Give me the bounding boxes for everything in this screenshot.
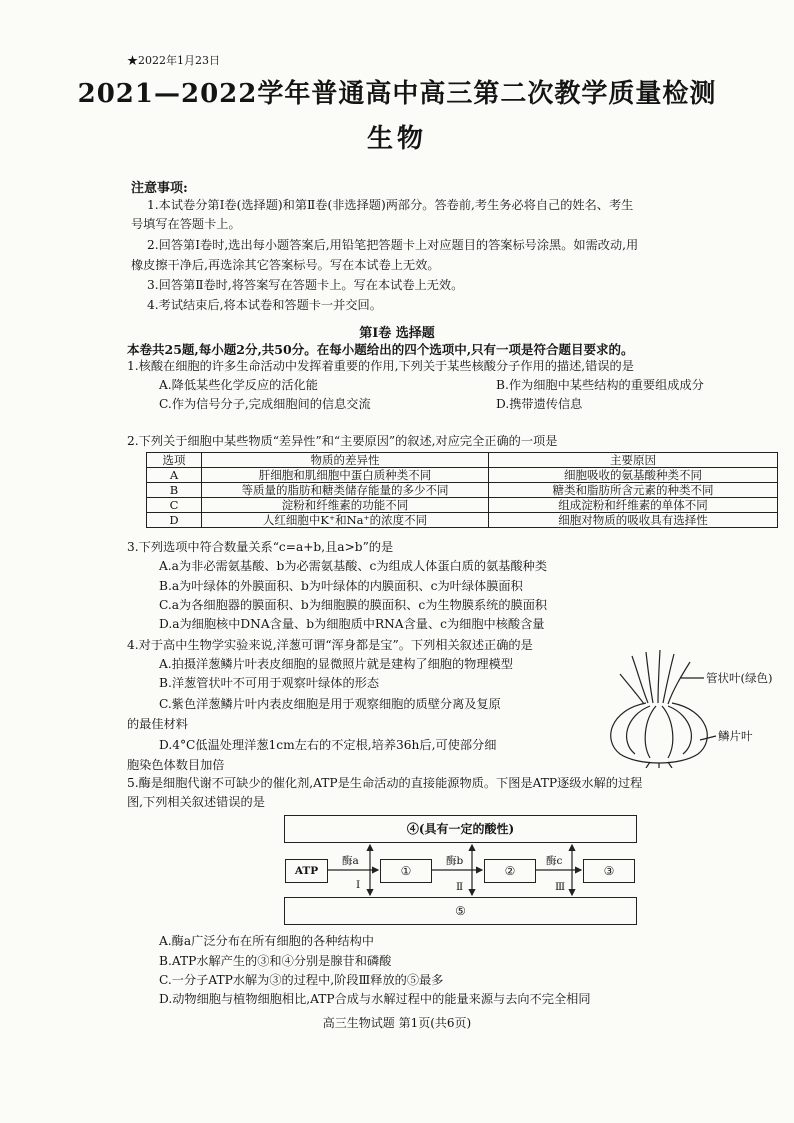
q4-option-c: C.紫色洋葱鳞片叶内表皮细胞是用于观察细胞的质壁分离及复原 bbox=[159, 697, 501, 711]
page-footer: 高三生物试题 第1页(共6页) bbox=[322, 1016, 472, 1030]
section-intro: 本卷共25题,每小题2分,共50分。在每小题给出的四个选项中,只有一项是符合题目要求的。 bbox=[127, 342, 634, 357]
table-cell: D bbox=[147, 513, 202, 528]
q4-option-d: D.4°C低温处理洋葱1cm左右的不定根,培养36h后,可使部分细 bbox=[159, 738, 497, 752]
stage-1-label: Ⅰ bbox=[356, 879, 361, 891]
notice-line: 2.回答第Ⅰ卷时,选出每小题答案后,用铅笔把答题卡上对应题目的答案标号涂黑。如需改动,用 bbox=[147, 238, 639, 252]
q5-option-d: D.动物细胞与植物细胞相比,ATP合成与水解过程中的能量来源与去向不完全相同 bbox=[159, 992, 591, 1006]
q3-stem: 3.下列选项中符合数量关系“c=a+b,且a>b”的是 bbox=[127, 540, 394, 554]
table-cell: 糖类和脂肪所含元素的种类不同 bbox=[489, 483, 778, 498]
enzyme-b-label: 酶b bbox=[446, 855, 464, 867]
notice-line: 橡皮擦干净后,再选涂其它答案标号。写在本试卷上无效。 bbox=[131, 258, 440, 272]
q1-option-b: B.作为细胞中某些结构的重要组成成分 bbox=[496, 378, 704, 392]
q4-option-c-cont: 的最佳材料 bbox=[127, 717, 188, 731]
q3-option-a: A.a为非必需氨基酸、b为必需氨基酸、c为组成人体蛋白质的氨基酸种类 bbox=[159, 559, 548, 573]
q5-option-a: A.酶a广泛分布在所有细胞的各种结构中 bbox=[159, 934, 374, 948]
q5-option-c: C.一分子ATP水解为③的过程中,阶段Ⅲ释放的⑤最多 bbox=[159, 973, 444, 987]
onion-drawing bbox=[611, 650, 716, 768]
diagram-arrows bbox=[284, 815, 638, 927]
table-cell: 组成淀粉和纤维素的单体不同 bbox=[489, 498, 778, 513]
enzyme-c-label: 酶c bbox=[546, 855, 563, 867]
notice-line: 1.本试卷分第Ⅰ卷(选择题)和第Ⅱ卷(非选择题)两部分。答卷前,考生务必将自己的姓名、考生 bbox=[147, 198, 634, 212]
energy-box: ⑤ bbox=[284, 897, 637, 925]
tube-leaf bbox=[620, 674, 644, 704]
tube-leaf bbox=[663, 654, 674, 703]
atp-hydrolysis-diagram bbox=[284, 815, 638, 927]
notice-heading: 注意事项: bbox=[131, 181, 188, 196]
tube-leaf bbox=[668, 662, 690, 704]
onion-illustration bbox=[580, 648, 790, 768]
q5-option-b: B.ATP水解产生的③和④分别是腺苷和磷酸 bbox=[159, 954, 392, 968]
bulb-outline bbox=[611, 703, 708, 763]
table-row bbox=[147, 483, 778, 498]
exam-date: ★2022年1月23日 bbox=[127, 54, 220, 67]
table-header: 主要原因 bbox=[489, 453, 778, 468]
subject-title: 生物 bbox=[366, 124, 427, 154]
table-cell: C bbox=[147, 498, 202, 513]
notice-line: 号填写在答题卡上。 bbox=[131, 217, 241, 231]
tube-leaf bbox=[632, 656, 648, 703]
table-row bbox=[147, 468, 778, 483]
q1-option-d: D.携带遗传信息 bbox=[496, 397, 583, 411]
table-header-row bbox=[147, 453, 778, 468]
leader-line bbox=[700, 736, 716, 740]
table-cell: 细胞对物质的吸收具有选择性 bbox=[489, 513, 778, 528]
notice-line: 4.考试结束后,将本试卷和答题卡一并交回。 bbox=[147, 298, 382, 312]
table-cell: 淀粉和纤维素的功能不同 bbox=[202, 498, 489, 513]
table-cell: 细胞吸收的氨基酸种类不同 bbox=[489, 468, 778, 483]
table-row bbox=[147, 513, 778, 528]
q4-stem: 4.对于高中生物学实验来说,洋葱可谓“浑身都是宝”。下列相关叙述正确的是 bbox=[127, 638, 533, 652]
enzyme-a-label: 酶a bbox=[342, 855, 359, 867]
table-cell: B bbox=[147, 483, 202, 498]
q4-option-b: B.洋葱管状叶不可用于观察叶绿体的形态 bbox=[159, 676, 380, 690]
bulb-layer bbox=[662, 706, 673, 758]
product-1-box: ① bbox=[380, 859, 432, 883]
table-cell: 等质量的脂肪和糖类储存能量的多少不同 bbox=[202, 483, 489, 498]
q5-stem-cont: 图,下列相关叙述错误的是 bbox=[127, 795, 265, 809]
table-row bbox=[147, 498, 778, 513]
q1-stem: 1.核酸在细胞的许多生命活动中发挥着重要的作用,下列关于某些核酸分子作用的描述,错误的是 bbox=[127, 359, 634, 373]
q5-stem: 5.酶是细胞代谢不可缺少的催化剂,ATP是生命活动的直接能源物质。下图是ATP逐级水解的过程 bbox=[127, 776, 643, 790]
table-cell: A bbox=[147, 468, 202, 483]
q2-stem: 2.下列关于细胞中某些物质“差异性”和“主要原因”的叙述,对应完全正确的一项是 bbox=[127, 434, 558, 448]
q3-option-c: C.a为各细胞器的膜面积、b为细胞膜的膜面积、c为生物膜系统的膜面积 bbox=[159, 598, 548, 612]
product-3-box: ③ bbox=[583, 859, 635, 883]
q3-option-b: B.a为叶绿体的外膜面积、b为叶绿体的内膜面积、c为叶绿体膜面积 bbox=[159, 579, 523, 593]
atp-box: ATP bbox=[285, 859, 328, 883]
table-header: 物质的差异性 bbox=[202, 453, 489, 468]
notice-line: 3.回答第Ⅱ卷时,将答案写在答题卡上。写在本试卷上无效。 bbox=[147, 278, 464, 292]
tube-leaf bbox=[646, 652, 653, 703]
exam-title: 2021—2022学年普通高中高三第二次教学质量检测 bbox=[77, 79, 717, 109]
tube-leaf bbox=[658, 650, 660, 703]
q4-option-a: A.拍摄洋葱鳞片叶表皮细胞的显微照片就是建构了细胞的物理模型 bbox=[159, 657, 513, 671]
section-title: 第Ⅰ卷 选择题 bbox=[359, 326, 435, 341]
label-scale-leaf: 鳞片叶 bbox=[718, 729, 753, 743]
stage-3-label: Ⅲ bbox=[555, 881, 566, 893]
label-tube-leaf: 管状叶(绿色) bbox=[706, 671, 773, 685]
q1-option-a: A.降低某些化学反应的活化能 bbox=[159, 378, 318, 392]
table-cell: 人红细胞中K⁺和Na⁺的浓度不同 bbox=[202, 513, 489, 528]
q1-option-c: C.作为信号分子,完成细胞间的信息交流 bbox=[159, 397, 371, 411]
stage-2-label: Ⅱ bbox=[456, 881, 464, 893]
q4-option-d-cont: 胞染色体数目加倍 bbox=[127, 758, 225, 772]
bulb-layer bbox=[645, 706, 656, 758]
product-2-box: ② bbox=[484, 859, 536, 883]
q2-table bbox=[146, 452, 778, 528]
q3-option-d: D.a为细胞核中DNA含量、b为细胞质中RNA含量、c为细胞中核酸含量 bbox=[159, 617, 545, 631]
phosphate-box: ④(具有一定的酸性) bbox=[284, 815, 637, 843]
table-header: 选项 bbox=[147, 453, 202, 468]
table-cell: 肝细胞和肌细胞中蛋白质种类不同 bbox=[202, 468, 489, 483]
